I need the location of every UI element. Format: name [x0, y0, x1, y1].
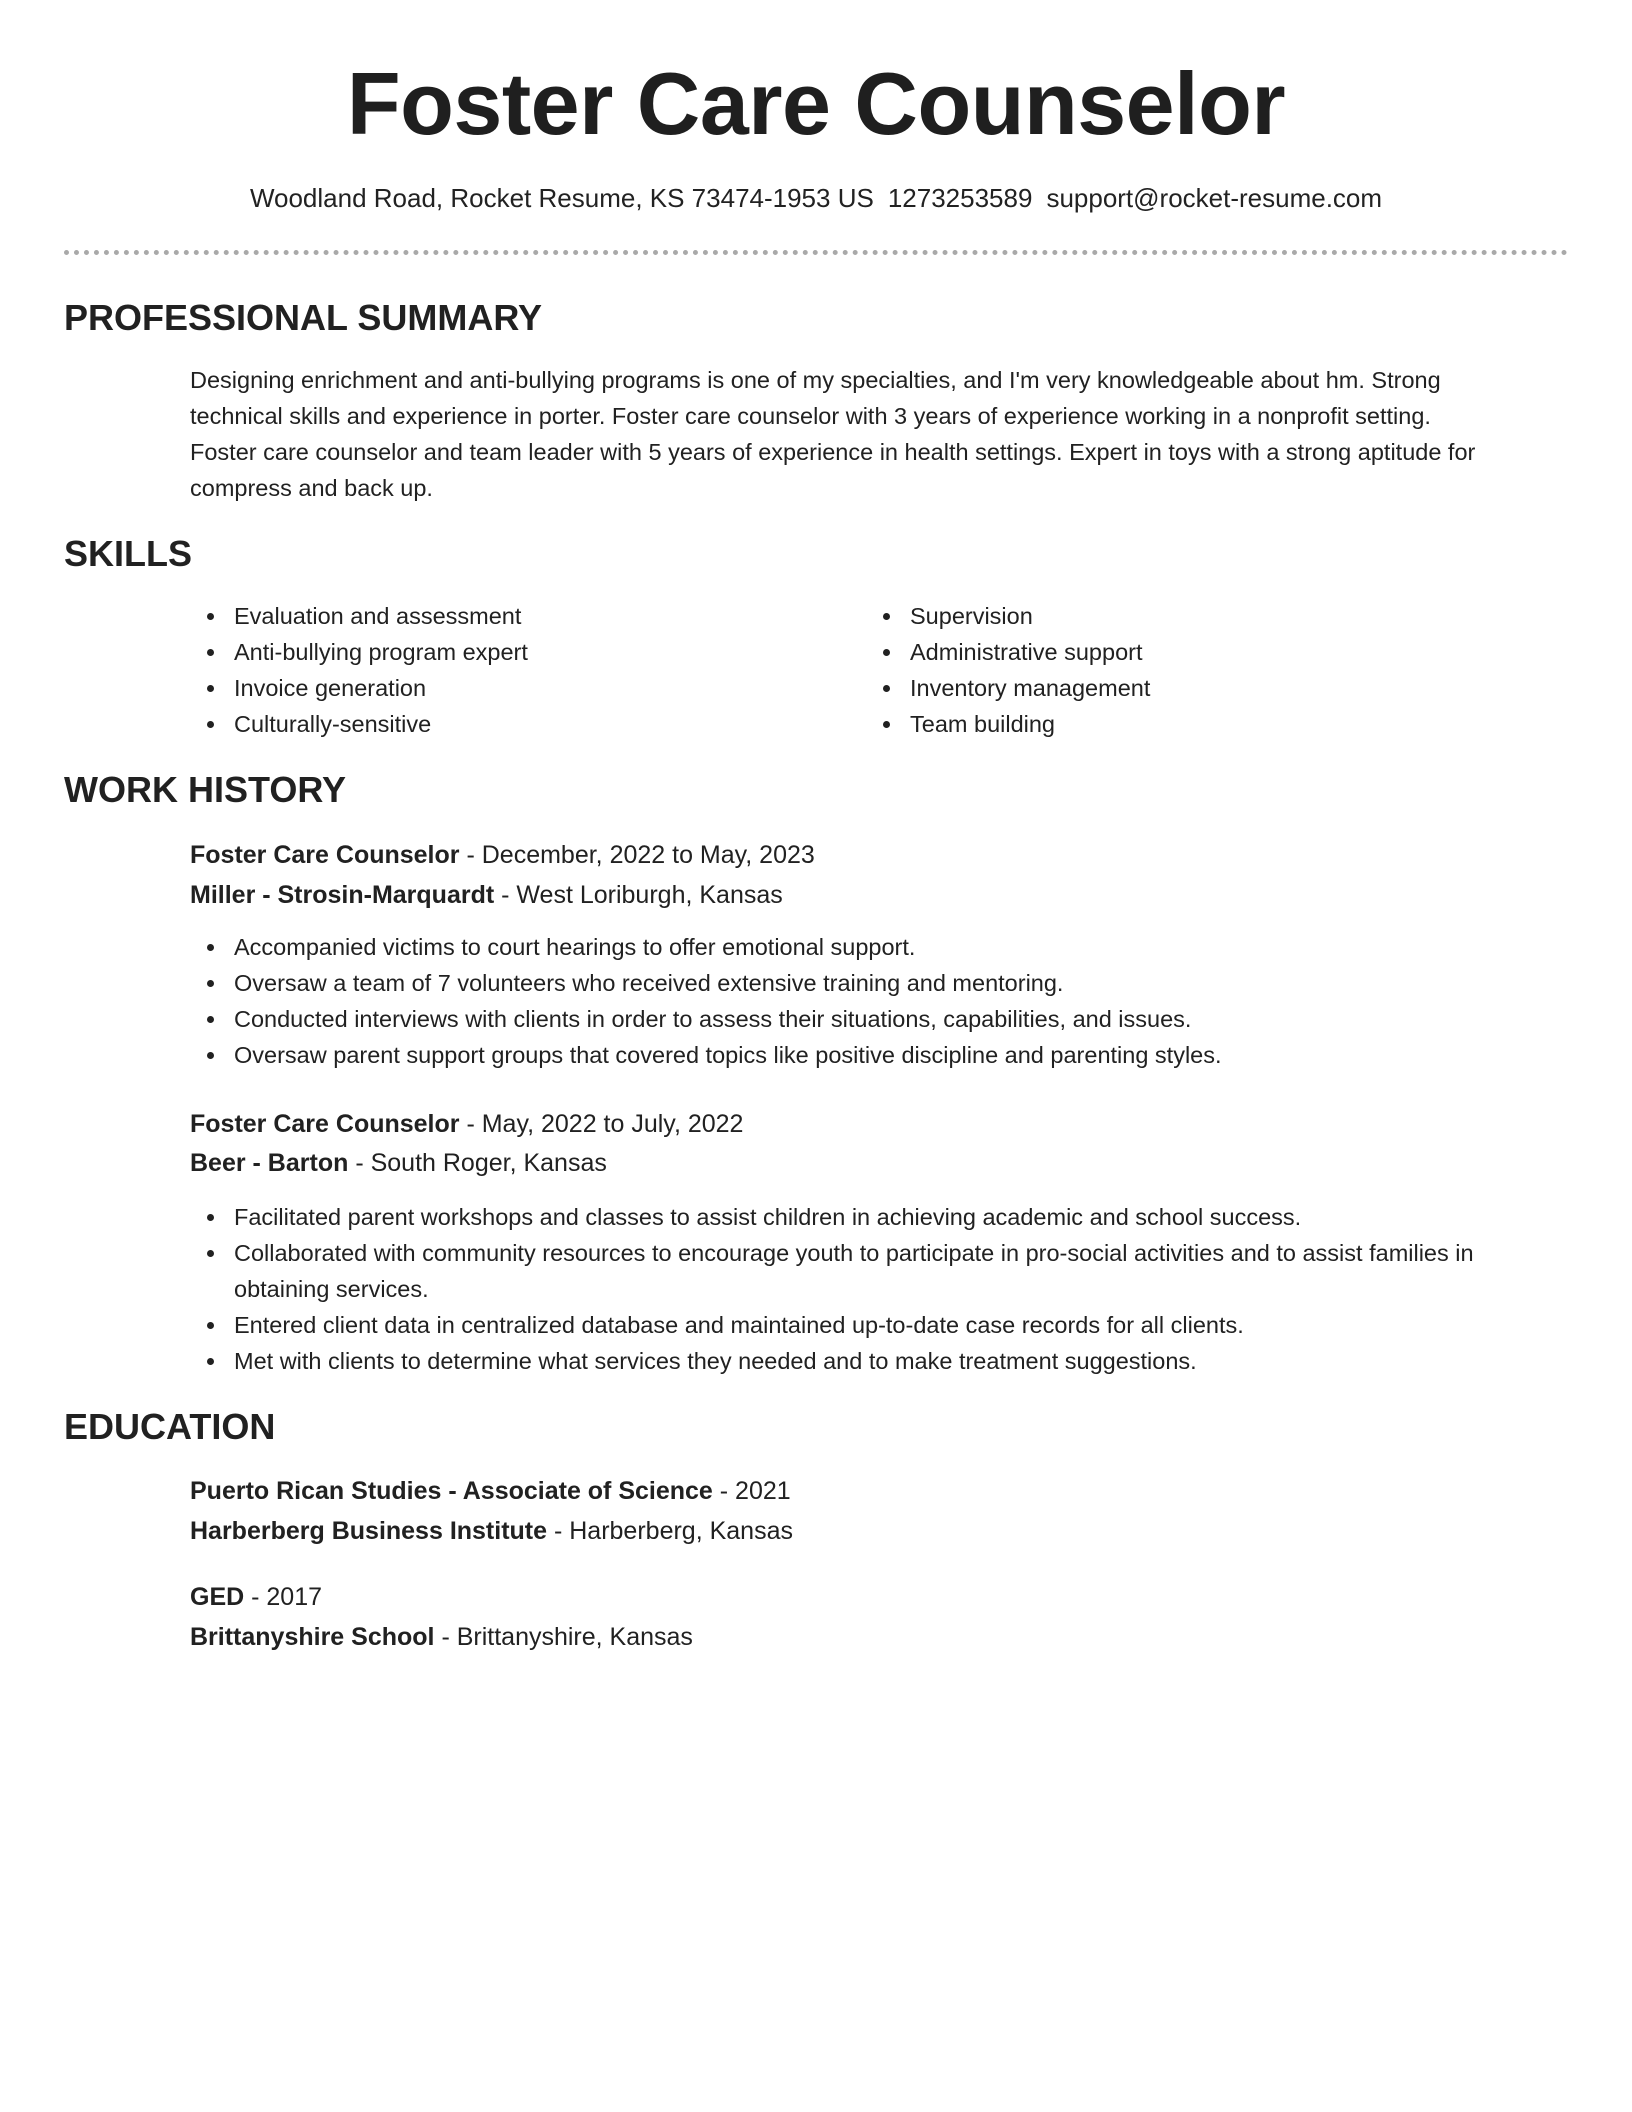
- job-dates: - December, 2022 to May, 2023: [459, 841, 815, 869]
- summary-line: technical skills and experience in porter. Foster care counselor with 3 years of experience working in a nonprofit setting.: [190, 403, 1431, 429]
- summary-line: compress and back up.: [190, 475, 433, 501]
- education-school: Harberberg Business Institute: [190, 1517, 548, 1545]
- job-company-line: [190, 1143, 607, 1183]
- job-title-line: [190, 1104, 743, 1144]
- job-bullets: [190, 1199, 1590, 1379]
- job-location: - West Loriburgh, Kansas: [494, 881, 783, 909]
- job-role: Foster Care Counselor: [190, 1110, 460, 1138]
- skill-item: Anti-bullying program expert: [190, 634, 830, 670]
- skills-list-left: [190, 598, 830, 742]
- candidate-name: Foster Care Counselor: [346, 54, 1286, 153]
- skill-item: Administrative support: [866, 634, 1506, 670]
- education-degree: Puerto Rican Studies - Associate of Science: [190, 1477, 713, 1505]
- education-school: Brittanyshire School: [190, 1623, 435, 1651]
- education-year: - 2021: [712, 1477, 791, 1505]
- job-title-line: [190, 835, 815, 875]
- education-year: - 2017: [244, 1583, 323, 1611]
- skill-item: Supervision: [866, 598, 1506, 634]
- skill-item: Evaluation and assessment: [190, 598, 830, 634]
- summary-paragraph: [190, 362, 1570, 506]
- education-school-line: [190, 1511, 793, 1551]
- skill-item: Invoice generation: [190, 670, 830, 706]
- job-dates: - May, 2022 to July, 2022: [459, 1110, 744, 1138]
- job-company: Beer - Barton: [190, 1149, 349, 1177]
- skill-item: Team building: [866, 706, 1506, 742]
- job-role: Foster Care Counselor: [190, 841, 460, 869]
- skills-list-right: [866, 598, 1506, 742]
- section-title-education: EDUCATION: [64, 1406, 276, 1447]
- job-bullet: Conducted interviews with clients in order to assess their situations, capabilities, and issues.: [190, 1001, 1570, 1037]
- summary-line: Foster care counselor and team leader with 5 years of experience in health settings. Expert in toys with a strong aptitude for: [190, 439, 1476, 465]
- job-bullets: [190, 929, 1570, 1073]
- skill-item: Inventory management: [866, 670, 1506, 706]
- education-location: - Harberberg, Kansas: [547, 1517, 793, 1545]
- job-bullet: Accompanied victims to court hearings to offer emotional support.: [190, 929, 1570, 965]
- job-bullet: Entered client data in centralized database and maintained up-to-date case records for all clients.: [190, 1307, 1590, 1343]
- job-location: - South Roger, Kansas: [348, 1149, 607, 1177]
- contact-address: Woodland Road, Rocket Resume, KS 73474-1953 US: [249, 183, 874, 213]
- job-bullet: Oversaw a team of 7 volunteers who received extensive training and mentoring.: [190, 965, 1570, 1001]
- summary-line: Designing enrichment and anti-bullying programs is one of my specialties, and I'm very knowledgeable about hm. Strong: [190, 367, 1441, 393]
- job-bullet: Oversaw parent support groups that covered topics like positive discipline and parenting styles.: [190, 1037, 1570, 1073]
- job-company-line: [190, 875, 783, 915]
- education-school-line: [190, 1617, 693, 1657]
- contact-phone: 1273253589: [887, 183, 1033, 213]
- education-degree-line: [190, 1471, 791, 1511]
- header-divider: [64, 250, 1568, 255]
- job-bullet: Met with clients to determine what services they needed and to make treatment suggestions.: [190, 1343, 1590, 1379]
- section-title-summary: PROFESSIONAL SUMMARY: [64, 297, 543, 338]
- job-company: Miller - Strosin-Marquardt: [190, 881, 495, 909]
- job-bullet: Collaborated with community resources to encourage youth to participate in pro-social activities and to assist families in: [190, 1235, 1590, 1271]
- section-title-work-history: WORK HISTORY: [64, 769, 347, 810]
- education-degree: GED: [190, 1583, 245, 1611]
- skill-item: Culturally-sensitive: [190, 706, 830, 742]
- education-location: - Brittanyshire, Kansas: [434, 1623, 693, 1651]
- contact-email[interactable]: support@rocket-resume.com: [1046, 183, 1383, 213]
- job-bullet-continuation: obtaining services.: [234, 1276, 429, 1302]
- education-degree-line: [190, 1577, 322, 1617]
- contact-line: [0, 178, 1632, 218]
- job-bullet: Facilitated parent workshops and classes to assist children in achieving academic and school success.: [190, 1199, 1590, 1235]
- section-title-skills: SKILLS: [64, 533, 193, 574]
